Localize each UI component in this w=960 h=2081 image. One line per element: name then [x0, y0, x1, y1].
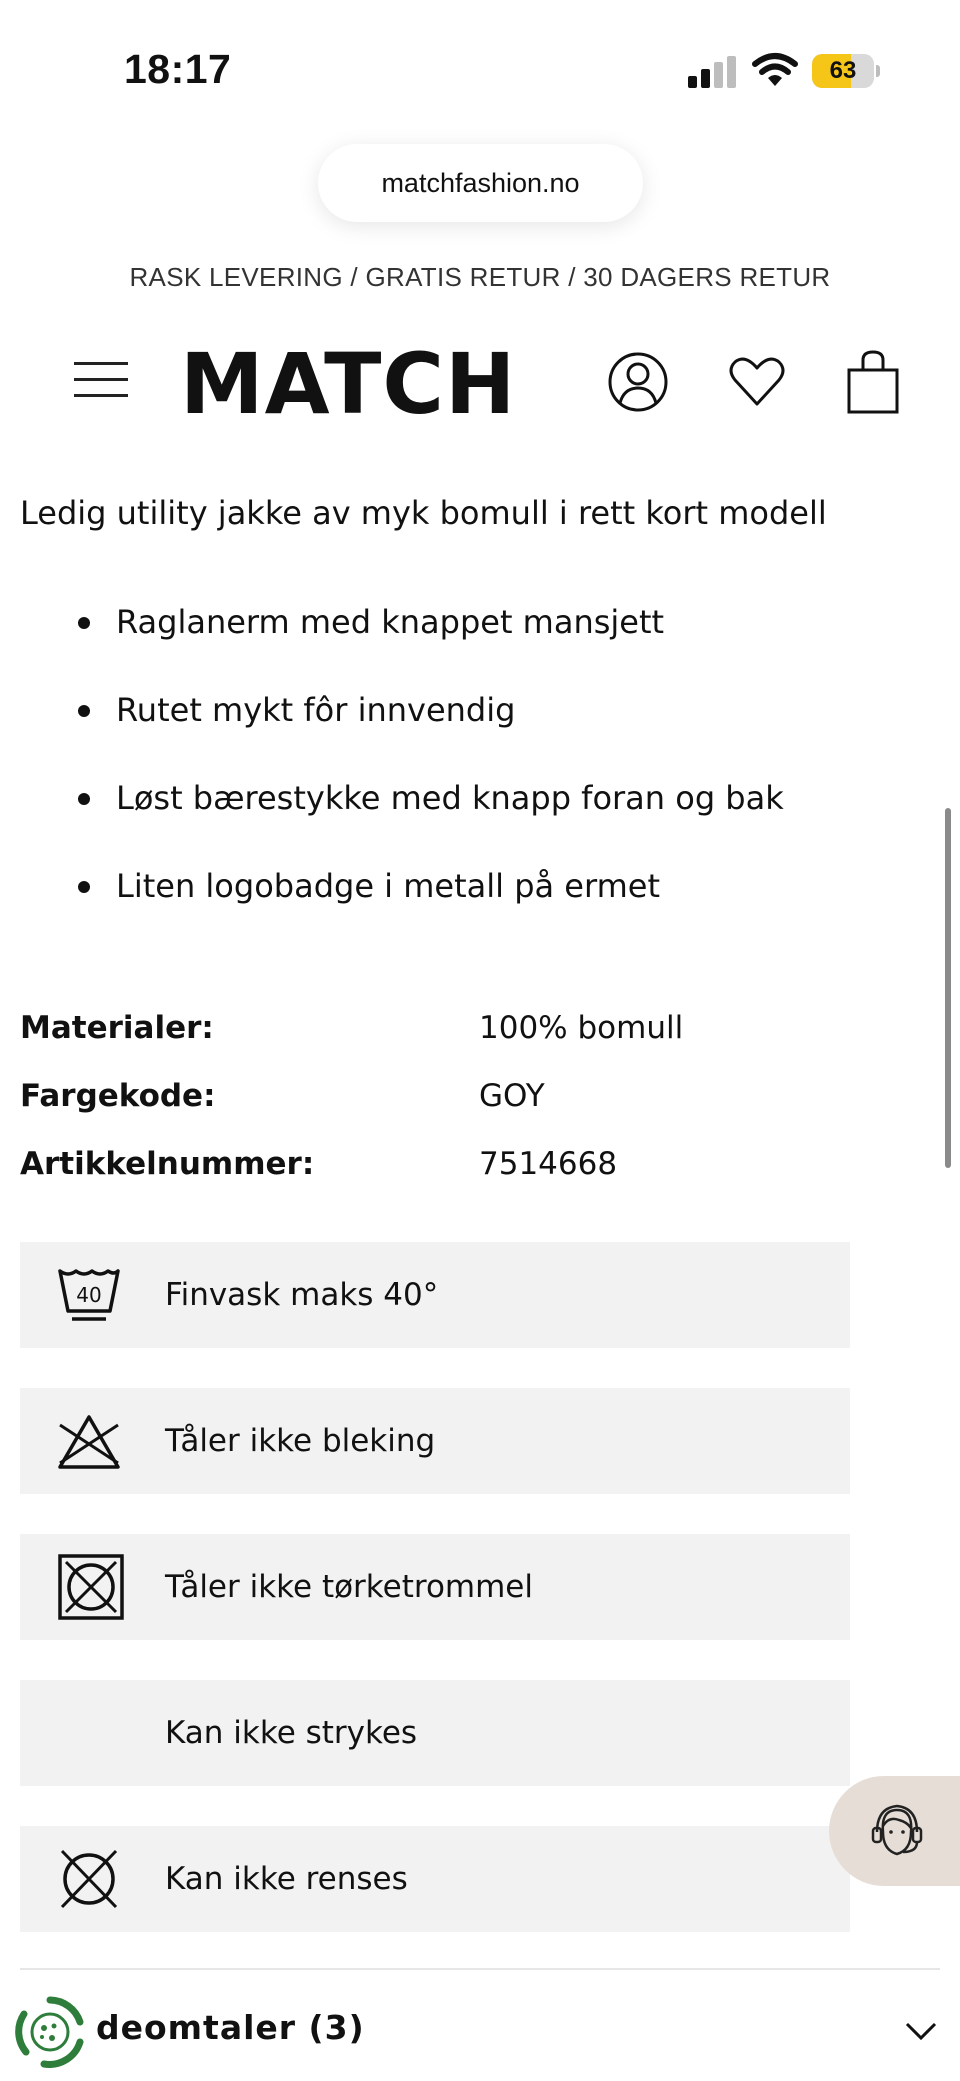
product-specs — [20, 1006, 920, 1210]
menu-icon[interactable] — [74, 356, 128, 402]
site-logo[interactable]: MATCH — [180, 335, 517, 433]
wash-temperature: 40 — [76, 1283, 102, 1307]
bag-icon[interactable] — [843, 350, 903, 414]
battery-cap — [876, 65, 880, 77]
care-item-dry-clean — [20, 1826, 850, 1932]
care-text: Finvask maks 40° — [165, 1277, 439, 1313]
site-header — [0, 330, 960, 440]
care-text: Kan ikke strykes — [165, 1715, 418, 1751]
feature-item: Raglanerm med knappet mansjett — [78, 594, 918, 682]
eco-badge-icon[interactable] — [14, 1996, 86, 2068]
address-bar[interactable]: matchfashion.no — [318, 144, 643, 222]
spec-label: Artikkelnummer: — [20, 1146, 315, 1182]
feature-list — [78, 594, 918, 946]
heart-icon[interactable] — [727, 350, 787, 414]
no-bleach-icon — [56, 1411, 122, 1471]
spec-row-material — [20, 1006, 920, 1074]
care-text: Kan ikke renses — [165, 1861, 408, 1897]
spec-label: Materialer: — [20, 1010, 214, 1046]
reviews-accordion[interactable] — [0, 1980, 960, 2080]
feature-item: Løst bærestykke med knapp foran og bak — [78, 770, 918, 858]
status-bar — [0, 0, 960, 140]
product-description: Ledig utility jakke av myk bomull i rett kort modell — [20, 494, 827, 532]
no-dry-clean-icon — [56, 1849, 122, 1909]
care-item-wash — [20, 1242, 850, 1348]
support-agent-icon — [869, 1802, 925, 1862]
section-divider — [20, 1968, 940, 1970]
spec-value: 7514668 — [479, 1146, 618, 1182]
care-text: Tåler ikke bleking — [165, 1423, 436, 1459]
chat-support-button[interactable] — [829, 1776, 960, 1886]
care-text: Tåler ikke tørketrommel — [165, 1569, 533, 1605]
care-instructions — [20, 1242, 850, 1972]
promo-banner[interactable]: RASK LEVERING / GRATIS RETUR / 30 DAGERS RETUR — [129, 262, 831, 292]
cellular-signal-icon — [688, 56, 738, 88]
spec-value: GOY — [479, 1078, 545, 1114]
care-item-iron — [20, 1680, 850, 1786]
wash-40-icon — [56, 1265, 122, 1325]
feature-item: Rutet mykt fôr innvendig — [78, 682, 918, 770]
care-item-tumble-dry — [20, 1534, 850, 1640]
status-time: 18:17 — [124, 46, 232, 92]
spec-value: 100% bomull — [479, 1010, 684, 1046]
care-item-bleach — [20, 1388, 850, 1494]
battery-body — [812, 54, 874, 88]
no-tumble-dry-icon — [58, 1554, 124, 1620]
wifi-icon — [752, 52, 798, 88]
chevron-down-icon[interactable] — [904, 2016, 938, 2044]
spec-row-article-number — [20, 1142, 920, 1210]
spec-row-color-code — [20, 1074, 920, 1142]
battery-indicator — [812, 54, 880, 88]
page-scrollbar[interactable] — [945, 808, 951, 1168]
feature-item: Liten logobadge i metall på ermet — [78, 858, 918, 946]
spec-label: Fargekode: — [20, 1078, 216, 1114]
account-icon[interactable] — [608, 350, 668, 414]
battery-percent: 63 — [829, 57, 857, 84]
reviews-label[interactable]: deomtaler (3) — [96, 2008, 365, 2047]
